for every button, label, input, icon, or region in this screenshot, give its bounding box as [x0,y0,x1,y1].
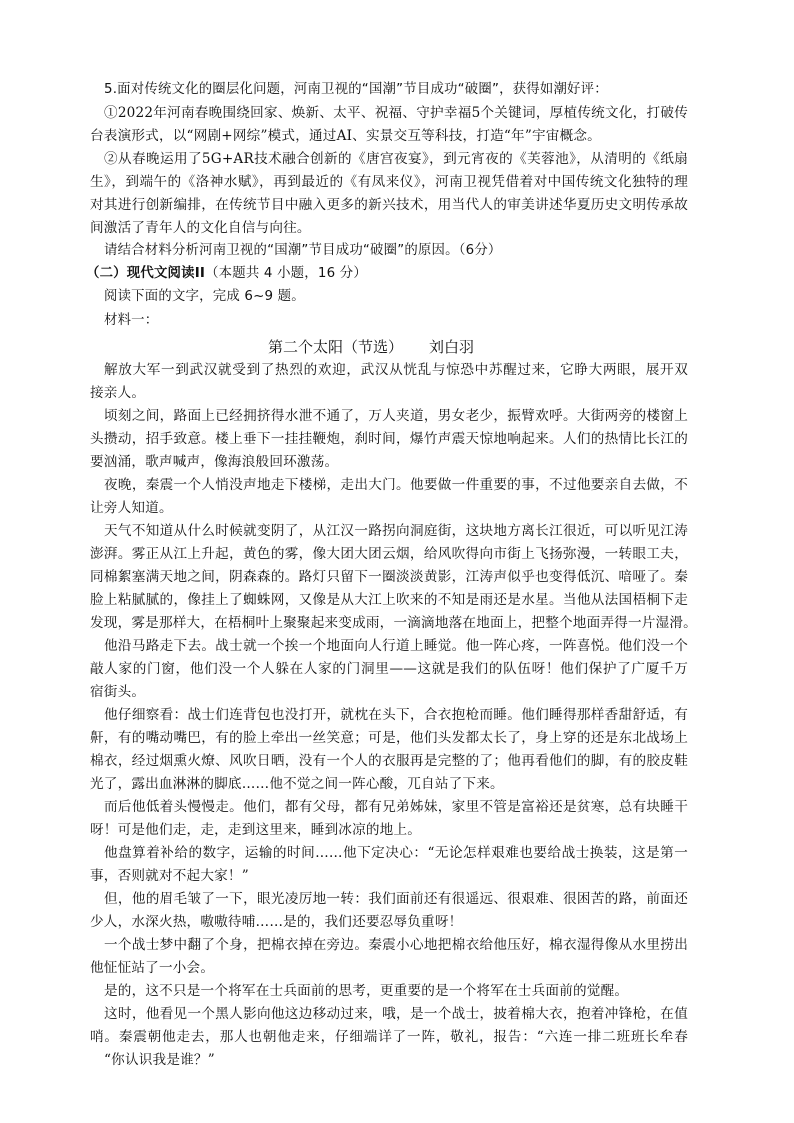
article-line: 顷刻之间，路面上已经拥挤得水泄不通了，万人夹道，男女老少，振臂欢呼。大街两旁的楼窗上 [104,408,688,424]
article-author: 刘白羽 [429,338,475,356]
article-line: 他沿马路走下去。战士就一个挨一个地面向人行道上睡觉。他一阵心疼，一阵喜悦。他们没一个 [104,638,688,654]
article-line: 他仔细察看：战士们连背包也没打开，就枕在头下，合衣抱枪而睡。他们睡得那样香甜舒适，有 [104,707,688,723]
article-line: “你认识我是谁？” [104,1052,215,1068]
article-heading [268,336,474,358]
article-line: 解放大军一到武汉就受到了热烈的欢迎，武汉从恍乱与惊恐中苏醒过来，它睁大两眼，展开双 [104,362,688,378]
article-line: 澎湃。雾正从江上升起，黄色的雾，像大团大团云烟，给风吹得向市街上飞扬弥漫，一转眼工夫， [90,546,688,562]
section2-instruction: 阅读下面的文字，完成 6~9 题。 [104,289,305,304]
article-title: 第二个太阳（节选） [268,338,404,356]
section2-heading: （二）现代文阅读II [86,266,206,281]
section2-note: （本题共 4 小题，16 分） [205,266,367,281]
article-line: 但，他的眉毛皱了一下，眼光凌厉地一转：我们面前还有很遥远、很艰难、很困苦的路，前面还 [104,891,688,907]
section2-header [86,264,367,284]
q5-m1-line: ①2022年河南春晚围绕回家、焕新、太平、祝福、守护幸福5个关键词，厚植传统文化，打破传 [104,105,688,121]
q5-m1-line: 台表演形式，以“网剧+网综”模式，通过AI、实景交互等科技，打造“年”宇宙概念。 [90,128,601,144]
article-line: 夜晚，秦震一个人悄没声地走下楼梯，走出大门。他要做一件重要的事，不过他要亲自去做，不 [104,477,688,493]
article-line: 光了，露出血淋淋的脚底……他不觉之间一阵心酸，兀自站了下来。 [90,776,504,792]
article-line: 接亲人。 [90,385,146,401]
article-line: 他盘算着补给的数字，运输的时间……他下定决心：“无论怎样艰难也要给战士换装，这是第一 [104,845,688,861]
q5-m2-line: 对其进行创新编排，在传统节目中融入更多的新兴技术，用当代人的审美讲述华夏历史文明传承故 [90,197,688,213]
article-line: 脸上粘腻腻的，像挂上了蜘蛛网，又像是从大江上吹来的不知是雨还是水星。当他从法国梧桐下走 [90,592,688,608]
article-line: 事，否则就对不起大家！” [90,868,249,884]
article-line: 鼾，有的嘴动嘴巴，有的脸上牵出一丝笑意；可是，他们头发都太长了，身上穿的还是东北战场上 [90,730,688,746]
article-line: 少人，水深火热，嗷嗷待哺……是的，我们还要忍辱负重呀！ [90,914,463,930]
article-line: 要汹涌，歌声喊声，像海浪般回环激荡。 [90,454,339,470]
q5-m2-line: 间激活了青年人的文化自信与向往。 [90,220,311,236]
article-line: 这时，他看见一个黑人影向他这边移动过来，哦，是一个战士，披着棉大衣，抱着冲锋枪，在值 [104,1006,688,1022]
article-line: 是的，这不只是一个将军在士兵面前的思考，更重要的是一个将军在士兵面前的觉醒。 [104,983,629,999]
article-line: 呀！可是他们走，走，走到这里来，睡到冰凉的地上。 [90,822,422,838]
article-line: 哨。秦震朝他走去，那人也朝他走来，仔细端详了一阵，敬礼，报告：“六连一排二班班长牟春 [90,1029,688,1045]
article-line: 天气不知道从什么时候就变阴了，从江汉一路拐向洞庭街，这块地方离长江很近，可以听见江涛 [104,523,688,539]
article-line: 发现，雾是那样大，在梧桐叶上聚聚起来变成雨，一滴滴地落在地面上，把整个地面弄得一片湿滑。 [90,615,697,631]
article-line: 宿街头。 [90,684,146,700]
q5-m2-line: ②从春晚运用了5G+AR技术融合创新的《唐宫夜宴》，到元宵夜的《芙蓉池》，从清明的《纸扇 [104,151,688,167]
article-line: 让旁人知道。 [90,500,173,516]
q5-stem: 5.面对传统文化的圈层化问题，河南卫视的“国潮”节目成功“破圈”，获得如潮好评： [104,82,608,97]
q5-m2-line: 生》，到端午的《洛神水赋》，再到最近的《有凤来仪》，河南卫视凭借着对中国传统文化独特的理 [90,174,688,190]
article-line: 敲人家的门窗，他们没一个人躲在人家的门洞里——这就是我们的队伍呀！他们保护了广厦千万 [90,661,688,677]
material-label: 材料一： [104,313,159,328]
article-line: 他怔怔站了一小会。 [90,960,215,976]
q5-ask: 请结合材料分析河南卫视的“国潮”节目成功“破圈”的原因。（6分） [104,243,502,258]
article-line: 棉衣，经过烟熏火燎、风吹日晒，没有一个人的衣服再是完整的了；他再看他们的脚，有的胶皮鞋 [90,753,688,769]
article-line: 而后他低着头慢慢走。他们，都有父母，都有兄弟姊妹，家里不管是富裕还是贫寒，总有块睡干 [104,799,688,815]
article-line: 头攒动，招手致意。楼上垂下一挂挂鞭炮，刹时间，爆竹声震天惊地响起来。人们的热情比长江的 [90,431,688,447]
article-line: 同棉絮塞满天地之间，阴森森的。路灯只留下一圈淡淡黄影，江涛声似乎也变得低沉、喑哑了。秦 [90,569,688,585]
article-line: 一个战士梦中翻了个身，把棉衣掉在旁边。秦震小心地把棉衣给他压好，棉衣湿得像从水里捞出 [104,937,688,953]
